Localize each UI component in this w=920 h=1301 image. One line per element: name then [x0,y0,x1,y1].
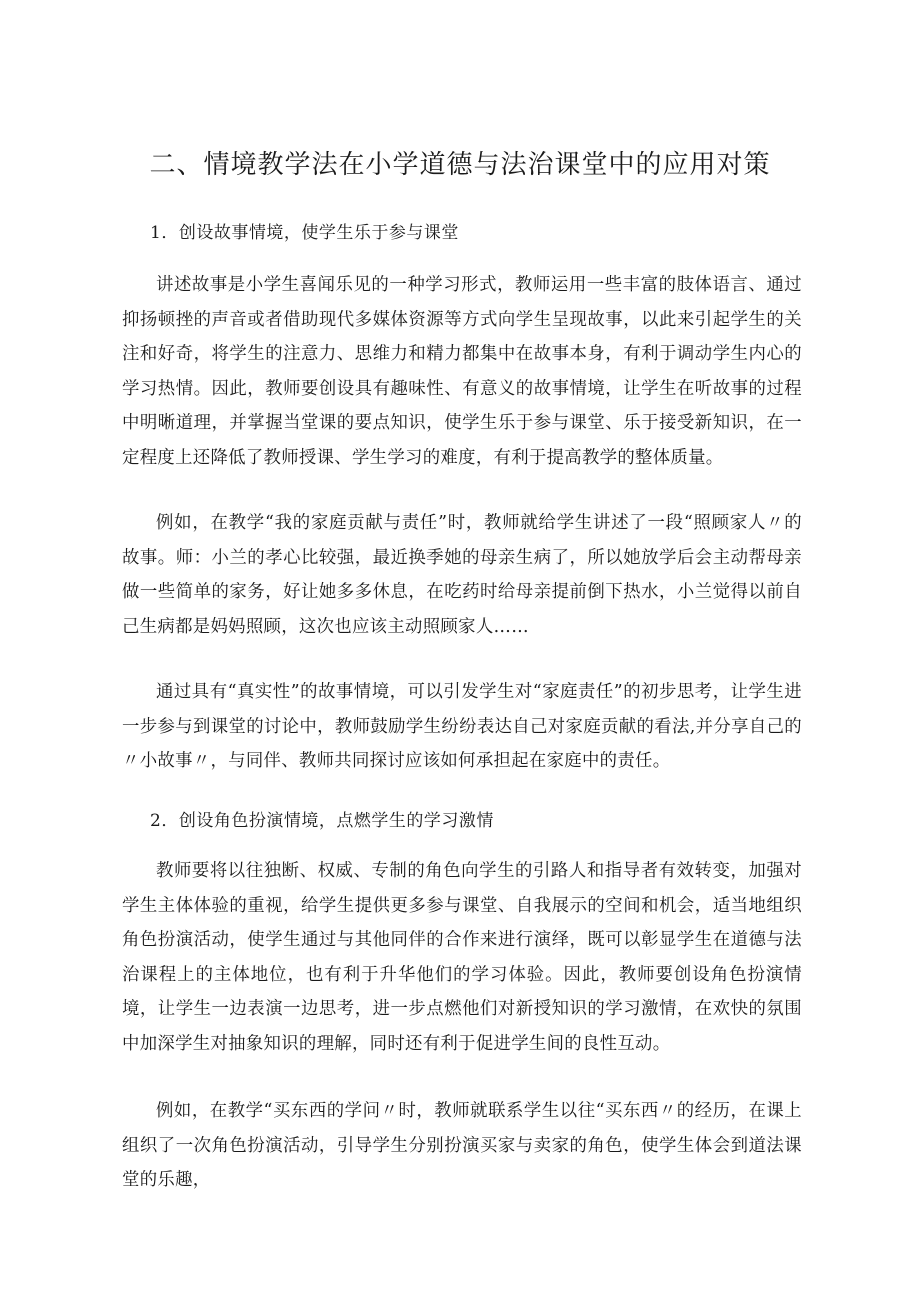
paragraph: 教师要将以往独断、权威、专制的角色向学生的引路人和指导者有效转变，加强对学生主体体验的重视，给学生提供更多参与课堂、自我展示的空间和机会，适当地组织角色扮演活动，使学生通过与其他同伴的合作来进行演绎，既可以彰显学生在道德与法治课程上的主体地位，也有利于升华他们的学习体验。因此，教师要创设角色扮演情境，让学生一边表演一边思考，进一步点燃他们对新授知识的学习激情，在欢快的氛围中加深学生对抽象知识的理解，同时还有利于促进学生间的良性互动。 [122,861,802,1054]
paragraph: 讲述故事是小学生喜闻乐见的一种学习形式，教师运用一些丰富的肢体语言、通过抑扬顿挫的声音或者借助现代多媒体资源等方式向学生呈现故事，以此来引起学生的关注和好奇，将学生的注意力、思维力和精力都集中在故事本身，有利于调动学生内心的学习热情。因此，教师要创设具有趣味性、有意义的故事情境，让学生在听故事的过程中明晰道理，并掌握当堂课的要点知识，使学生乐于参与课堂、乐于接受新知识，在一定程度上还降低了教师授课、学生学习的难度，有利于提高教学的整体质量。 [122,275,802,468]
paragraph: 例如，在教学“买东西的学问〃时，教师就联系学生以往“买东西〃的经历，在课上组织了一次角色扮演活动，引导学生分别扮演买家与卖家的角色，使学生体会到道法课堂的乐趣， [122,1101,802,1191]
section-heading-1: 1．创设故事情境，使学生乐于参与课堂 [150,223,459,243]
paragraph: 通过具有“真实性”的故事情境，可以引发学生对“家庭责任”的初步思考，让学生进一步参与到课堂的讨论中，教师鼓励学生纷纷表达自己对家庭贡献的看法,并分享自己的〃小故事〃，与同伴、教师共同探讨应该如何承担起在家庭中的责任。 [122,682,802,772]
section-heading-2: 2．创设角色扮演情境，点燃学生的学习激情 [150,811,494,831]
page-title: 二、情境教学法在小学道德与法治课堂中的应用对策 [149,150,771,180]
paragraph: 例如，在教学“我的家庭贡献与责任”时，教师就给学生讲述了一段“照顾家人〃的故事。师：小兰的孝心比较强，最近换季她的母亲生病了，所以她放学后会主动帮母亲做一些简单的家务，好让她多多休息，在吃药时给母亲提前倒下热水，小兰觉得以前自己生病都是妈妈照顾，这次也应该主动照顾家人…… [122,513,802,637]
